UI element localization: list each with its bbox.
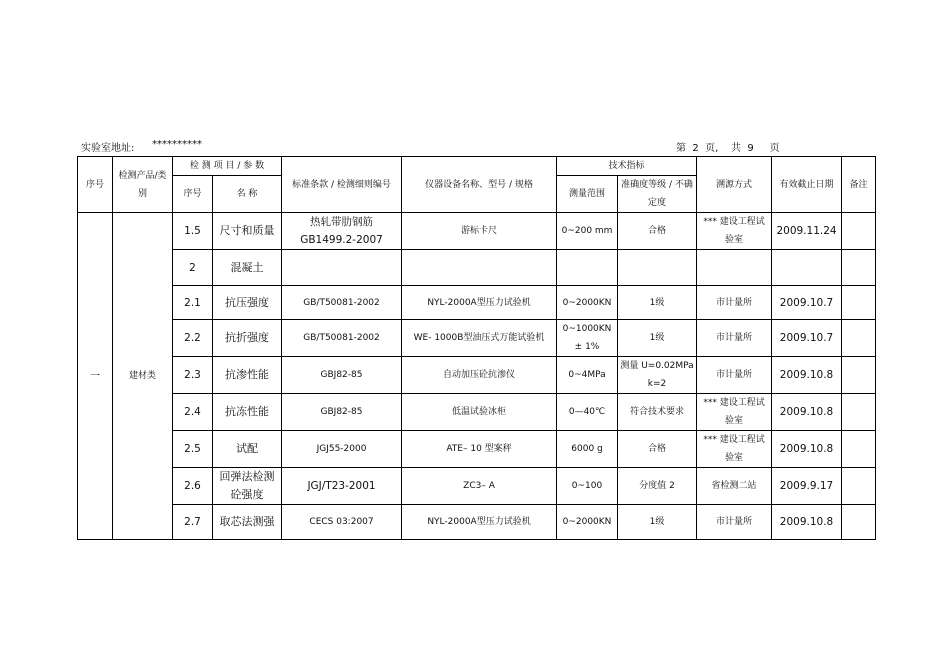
cell-accuracy: 合格 — [618, 431, 697, 468]
cell-standard: GBJ82-85 — [282, 394, 402, 431]
table-row — [78, 468, 876, 505]
cell-item-no: 2.5 — [173, 431, 213, 468]
cell-expiry: 2009.10.8 — [772, 357, 842, 394]
cell-expiry: 2009.9.17 — [772, 468, 842, 505]
lab-address-label: 实验室地址: — [81, 143, 135, 154]
cell-remarks — [842, 320, 876, 357]
cell-accuracy: 分度值 2 — [618, 468, 697, 505]
col-header-remarks: 备注 — [842, 157, 876, 213]
lab-address-value: ********** — [152, 139, 202, 150]
cell-traceability: *** 建设工程试验室 — [697, 394, 772, 431]
cell-range: 0~2000KN — [557, 286, 618, 320]
cell-range: 0~100 — [557, 468, 618, 505]
cell-accuracy: 1级 — [618, 286, 697, 320]
cell-item-no: 1.5 — [173, 213, 213, 250]
cell-instrument: 自动加压砼抗渗仪 — [402, 357, 557, 394]
cell-standard: GB/T50081-2002 — [282, 286, 402, 320]
cell-expiry: 2009.10.8 — [772, 505, 842, 540]
col-header-traceability: 溯源方式 — [697, 157, 772, 213]
cell-expiry: 2009.11.24 — [772, 213, 842, 250]
col-header-tech-group: 技术指标 — [557, 157, 697, 176]
cell-instrument — [402, 250, 557, 286]
cell-standard: JGJ55-2000 — [282, 431, 402, 468]
cell-accuracy: 测量 U=0.02MPa k=2 — [618, 357, 697, 394]
cell-accuracy: 1级 — [618, 320, 697, 357]
cell-remarks — [842, 357, 876, 394]
cell-instrument: ATE– 10 型案秤 — [402, 431, 557, 468]
cell-remarks — [842, 394, 876, 431]
capability-table — [77, 156, 876, 540]
cell-item-name: 混凝土 — [213, 250, 282, 286]
cell-accuracy: 合格 — [618, 213, 697, 250]
cell-traceability: *** 建设工程试验室 — [697, 213, 772, 250]
table-row — [78, 213, 876, 250]
cell-item-name: 抗折强度 — [213, 320, 282, 357]
col-header-range: 测量范围 — [557, 176, 618, 213]
cell-instrument: WE- 1000B型油压式万能试验机 — [402, 320, 557, 357]
cell-remarks — [842, 468, 876, 505]
cell-standard: 热轧带肋钢筋 GB1499.2-2007 — [282, 213, 402, 250]
cell-item-name: 试配 — [213, 431, 282, 468]
cell-instrument: 游标卡尺 — [402, 213, 557, 250]
cell-expiry: 2009.10.8 — [772, 431, 842, 468]
cell-accuracy: 符合技术要求 — [618, 394, 697, 431]
cell-traceability: 市计量所 — [697, 320, 772, 357]
cell-item-name: 抗渗性能 — [213, 357, 282, 394]
cell-instrument: NYL-2000A型压力试验机 — [402, 286, 557, 320]
cell-range: 0—40℃ — [557, 394, 618, 431]
cell-item-name: 回弹法检测砼强度 — [213, 468, 282, 505]
col-header-instrument: 仪器设备名称、型号 / 规格 — [402, 157, 557, 213]
col-header-product: 检测产品/类别 — [113, 157, 173, 213]
cell-traceability — [697, 250, 772, 286]
cell-expiry: 2009.10.7 — [772, 320, 842, 357]
group-serial: 一 — [78, 213, 113, 540]
cell-standard — [282, 250, 402, 286]
cell-traceability: 市计量所 — [697, 286, 772, 320]
page-info: 第 2 页, 共 9 页 — [676, 143, 780, 154]
cell-traceability: 市计量所 — [697, 357, 772, 394]
cell-expiry — [772, 250, 842, 286]
cell-range: 0~1000KN ± 1% — [557, 320, 618, 357]
cell-remarks — [842, 286, 876, 320]
cell-expiry: 2009.10.7 — [772, 286, 842, 320]
cell-item-no: 2.1 — [173, 286, 213, 320]
col-header-expiry: 有效截止日期 — [772, 157, 842, 213]
cell-item-no: 2.3 — [173, 357, 213, 394]
col-header-item-no: 序号 — [173, 176, 213, 213]
col-header-item-group: 检 测 项 目 / 参 数 — [173, 157, 282, 176]
cell-item-name: 尺寸和质量 — [213, 213, 282, 250]
cell-item-no: 2.4 — [173, 394, 213, 431]
table-row — [78, 250, 876, 286]
cell-instrument: 低温试验冰柜 — [402, 394, 557, 431]
group-category: 建材类 — [113, 213, 173, 540]
cell-standard: GB/T50081-2002 — [282, 320, 402, 357]
table-row — [78, 431, 876, 468]
cell-standard: GBJ82-85 — [282, 357, 402, 394]
cell-remarks — [842, 250, 876, 286]
cell-range: 0~200 mm — [557, 213, 618, 250]
cell-item-no: 2.2 — [173, 320, 213, 357]
cell-remarks — [842, 213, 876, 250]
cell-range: 0~4MPa — [557, 357, 618, 394]
col-header-serial: 序号 — [78, 157, 113, 213]
cell-item-no: 2.6 — [173, 468, 213, 505]
table-row — [78, 320, 876, 357]
col-header-standard: 标准条款 / 检测细则编号 — [282, 157, 402, 213]
cell-item-no: 2.7 — [173, 505, 213, 540]
cell-standard: JGJ/T23-2001 — [282, 468, 402, 505]
cell-accuracy: 1级 — [618, 505, 697, 540]
table-row — [78, 357, 876, 394]
cell-traceability: *** 建设工程试验室 — [697, 431, 772, 468]
cell-range — [557, 250, 618, 286]
cell-instrument: ZC3– A — [402, 468, 557, 505]
cell-range: 0~2000KN — [557, 505, 618, 540]
col-header-item-name: 名 称 — [213, 176, 282, 213]
table-row — [78, 286, 876, 320]
cell-traceability: 省检测二站 — [697, 468, 772, 505]
table-row — [78, 394, 876, 431]
cell-standard: CECS 03:2007 — [282, 505, 402, 540]
cell-instrument: NYL-2000A型压力试验机 — [402, 505, 557, 540]
cell-item-name: 抗冻性能 — [213, 394, 282, 431]
col-header-accuracy: 准确度等级 / 不确定度 — [618, 176, 697, 213]
cell-remarks — [842, 505, 876, 540]
cell-traceability: 市计量所 — [697, 505, 772, 540]
cell-range: 6000 g — [557, 431, 618, 468]
cell-accuracy — [618, 250, 697, 286]
cell-remarks — [842, 431, 876, 468]
cell-item-name: 取芯法测强 — [213, 505, 282, 540]
cell-expiry: 2009.10.8 — [772, 394, 842, 431]
table-row — [78, 505, 876, 540]
cell-item-name: 抗压强度 — [213, 286, 282, 320]
cell-item-no: 2 — [173, 250, 213, 286]
